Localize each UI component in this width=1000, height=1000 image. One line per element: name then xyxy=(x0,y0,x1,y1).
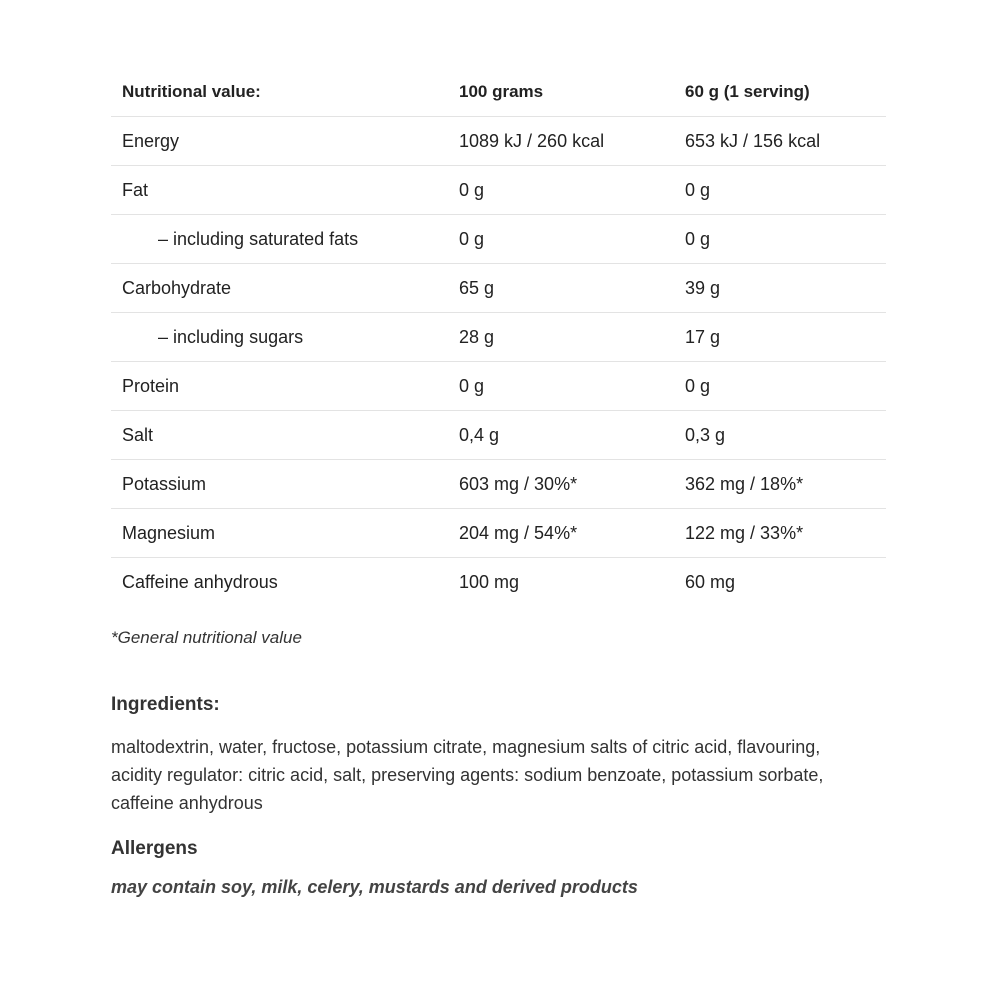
row-label: Carbohydrate xyxy=(111,264,448,313)
table-header-row xyxy=(111,68,886,117)
table-row xyxy=(111,460,886,509)
row-per-100: 0,4 g xyxy=(448,411,674,460)
row-per-serving: 0 g xyxy=(674,362,886,411)
row-label: Fat xyxy=(111,166,448,215)
table-row xyxy=(111,362,886,411)
row-per-100: 1089 kJ / 260 kcal xyxy=(448,117,674,166)
row-per-100: 65 g xyxy=(448,264,674,313)
header-per-serving: 60 g (1 serving) xyxy=(674,68,886,117)
row-label: Magnesium xyxy=(111,509,448,558)
row-per-100: 100 mg xyxy=(459,571,520,592)
row-per-100: 28 g xyxy=(448,313,674,362)
row-per-serving: 39 g xyxy=(674,264,886,313)
row-per-serving: 0,3 g xyxy=(674,411,886,460)
row-label: Potassium xyxy=(111,460,448,509)
ingredients-text: maltodextrin, water, fructose, potassium citrate, magnesium salts of citric acid, flavouring, acidity regulator: citric acid, salt, preserving agents: sodium benzoate, potassium sorbate, caffeine anhydrous xyxy=(111,737,824,813)
row-per-100: 204 mg / 54%* xyxy=(448,509,674,558)
row-label: Protein xyxy=(111,362,448,411)
ingredients-title: Ingredients: xyxy=(111,694,220,715)
row-label: Caffeine anhydrous xyxy=(122,571,278,592)
row-per-serving: 0 g xyxy=(674,215,886,264)
row-per-serving: 122 mg / 33%* xyxy=(674,509,886,558)
allergens-text: may contain soy, milk, celery, mustards and derived products xyxy=(111,877,638,897)
table-row xyxy=(111,215,886,264)
nutrition-table xyxy=(111,68,886,606)
header-nutritional-value: Nutritional value: xyxy=(111,68,448,117)
table-row xyxy=(111,558,886,607)
row-per-100: 603 mg / 30%* xyxy=(448,460,674,509)
row-label: Salt xyxy=(111,411,448,460)
allergens-title: Allergens xyxy=(111,838,198,859)
row-per-serving: 17 g xyxy=(674,313,886,362)
row-label: Energy xyxy=(111,117,448,166)
row-per-100: 0 g xyxy=(448,362,674,411)
table-row xyxy=(111,264,886,313)
footnote: *General nutritional value xyxy=(111,628,302,647)
table-row xyxy=(111,411,886,460)
row-label: – including saturated fats xyxy=(111,215,448,264)
row-per-serving: 60 mg xyxy=(685,571,736,592)
header-per-100-grams: 100 grams xyxy=(448,68,674,117)
table-row xyxy=(111,166,886,215)
row-label: – including sugars xyxy=(111,313,448,362)
row-per-serving: 653 kJ / 156 kcal xyxy=(674,117,886,166)
product-info xyxy=(111,68,886,898)
row-per-100: 0 g xyxy=(448,166,674,215)
row-per-serving: 0 g xyxy=(674,166,886,215)
row-per-serving: 362 mg / 18%* xyxy=(674,460,886,509)
table-row xyxy=(111,117,886,166)
row-per-100: 0 g xyxy=(448,215,674,264)
table-row xyxy=(111,313,886,362)
table-row xyxy=(111,509,886,558)
